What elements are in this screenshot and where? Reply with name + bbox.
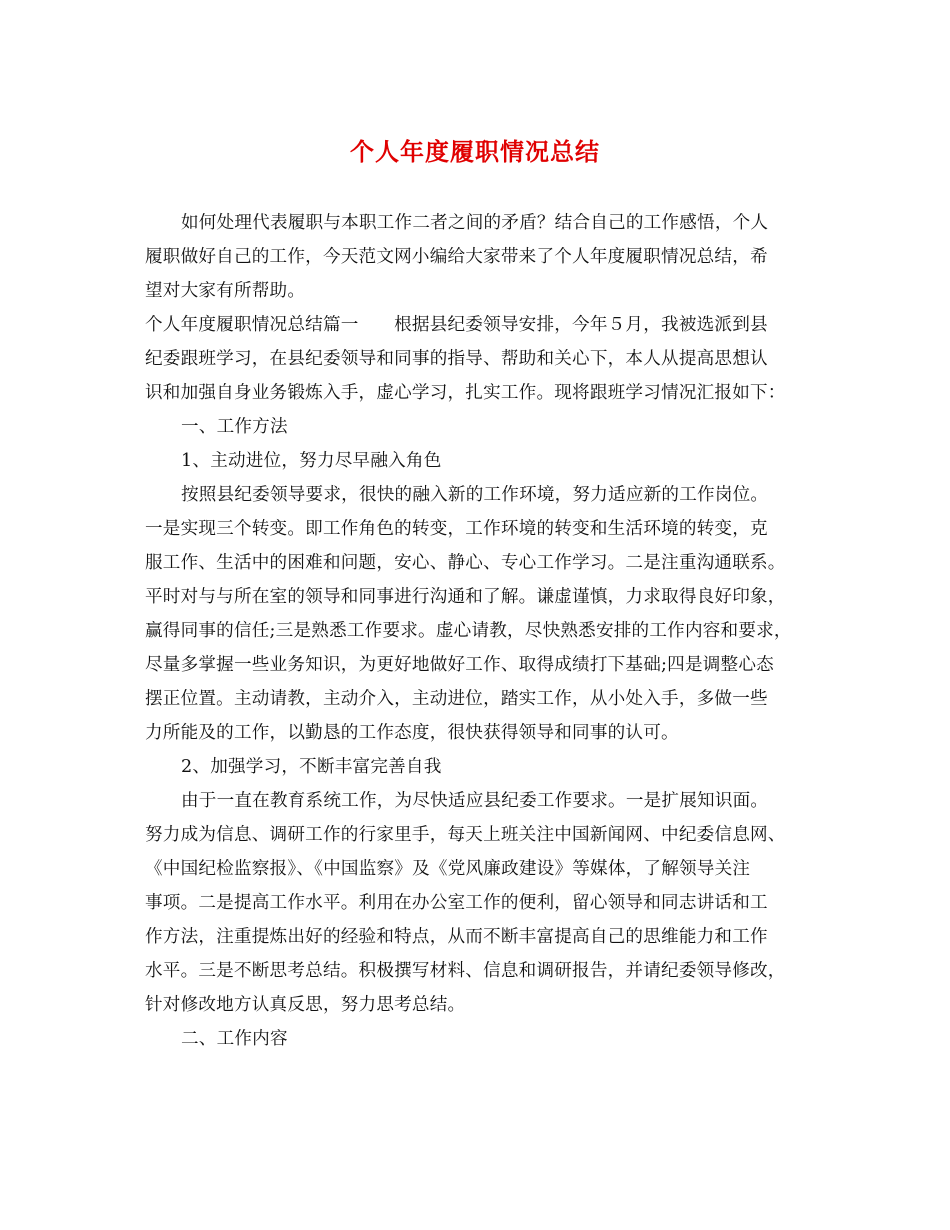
text-line: 作方法，注重提炼出好的经验和特点，从而不断丰富提高自己的思维能力和工作 [145, 927, 768, 947]
text-line: 努力成为信息、调研工作的行家里手，每天上班关注中国新闻网、中纪委信息网、 [145, 825, 786, 845]
text-line: 由于一直在教育系统工作，为尽快适应县纪委工作要求。一是扩展知识面。 [181, 791, 769, 811]
text-line: 望对大家有所帮助。 [145, 281, 306, 301]
text-line: 力所能及的工作，以勤恳的工作态度，很快获得领导和同事的认可。 [145, 723, 679, 743]
text-line: 尽量多掌握一些业务知识，为更好地做好工作、取得成绩打下基础;四是调整心态 [145, 655, 774, 675]
text-line: 2、加强学习，不断丰富完善自我 [181, 757, 442, 777]
text-line: 针对修改地方认真反思，努力思考总结。 [145, 995, 466, 1015]
text-line: 摆正位置。主动请教，主动介入，主动进位，踏实工作，从小处入手，多做一些 [145, 689, 768, 709]
text-line: 1、主动进位，努力尽早融入角色 [181, 451, 442, 471]
text-line: 事项。二是提高工作水平。利用在办公室工作的便利，留心领导和同志讲话和工 [145, 893, 768, 913]
text-line: 识和加强自身业务锻炼入手，虚心学习，扎实工作。现将跟班学习情况汇报如下： [145, 383, 786, 403]
text-line: 按照县纪委领导要求，很快的融入新的工作环境，努力适应新的工作岗位。 [181, 485, 769, 505]
text-line: 个人年度履职情况总结篇一 根据县纪委领导安排，今年５月，我被选派到县 [145, 315, 768, 335]
document-title: 个人年度履职情况总结 [350, 137, 600, 166]
text-line: 一是实现三个转变。即工作角色的转变，工作环境的转变和生活环境的转变，克 [145, 519, 768, 539]
text-line: 二、工作内容 [181, 1029, 288, 1049]
text-line: 一、工作方法 [181, 417, 288, 437]
text-line: 平时对与与所在室的领导和同事进行沟通和了解。谦虚谨慎，力求取得良好印象， [145, 587, 786, 607]
text-line: 赢得同事的信任;三是熟悉工作要求。虚心请教，尽快熟悉安排的工作内容和要求， [145, 621, 792, 641]
text-line: 水平。三是不断思考总结。积极撰写材料、信息和调研报告，并请纪委领导修改， [145, 961, 786, 981]
text-line: 纪委跟班学习，在县纪委领导和同事的指导、帮助和关心下，本人从提高思想认 [145, 349, 768, 369]
text-line: 如何处理代表履职与本职工作二者之间的矛盾？结合自己的工作感悟，个人 [181, 213, 769, 233]
text-line: 履职做好自己的工作，今天范文网小编给大家带来了个人年度履职情况总结，希 [145, 247, 768, 267]
text-line: 服工作、生活中的困难和问题，安心、静心、专心工作学习。二是注重沟通联系。 [145, 553, 786, 573]
document-body [145, 206, 825, 1056]
text-line: 《中国纪检监察报》、《中国监察》及《党风廉政建设》等媒体，了解领导关注 [145, 859, 751, 879]
